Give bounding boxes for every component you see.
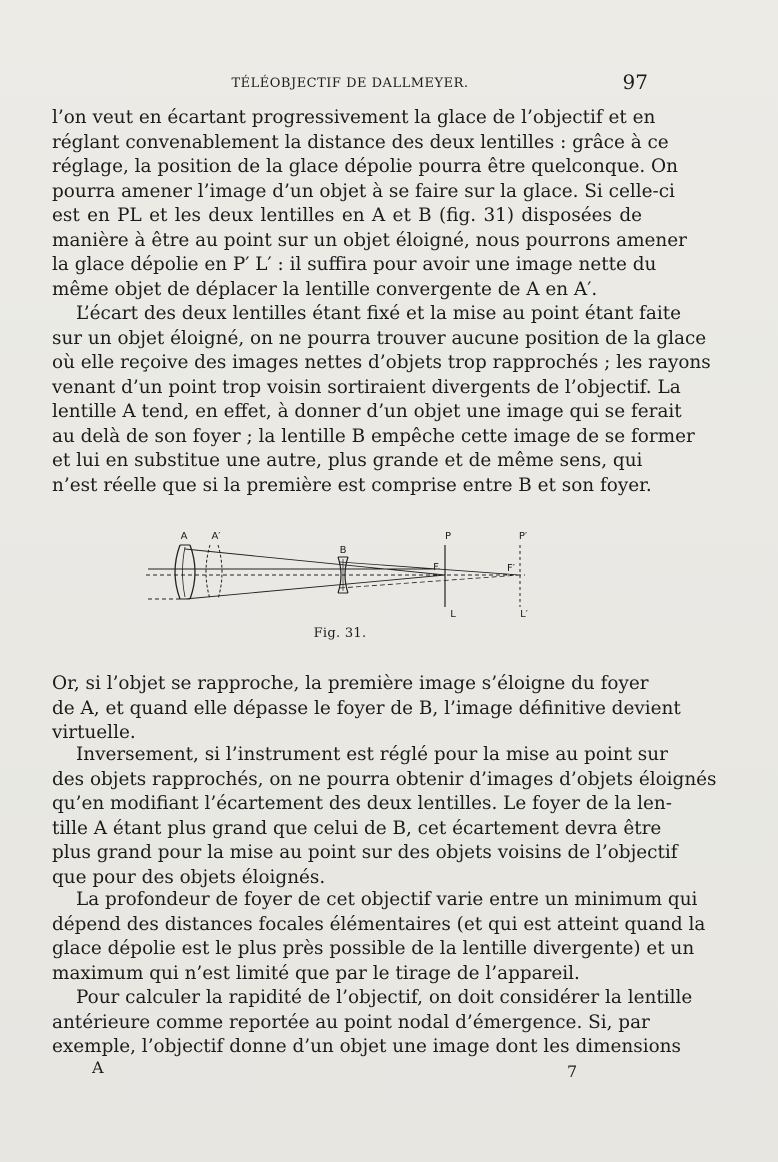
ray-b-lower: [340, 575, 520, 588]
text-line: l’on veut en écartant progressivement la glace de l’objectif et en: [52, 107, 656, 128]
paragraph-3: [52, 672, 681, 746]
text-line: dépend des distances focales élémentaires (et qui est atteint quand la: [52, 913, 706, 935]
text-line: de A, et quand elle dépasse le foyer de B, l’image définitive devient: [52, 697, 681, 719]
text-line: La profondeur de foyer de cet objectif varie entre un minimum qui: [76, 889, 698, 910]
ray-a-to-f-lower: [185, 575, 445, 599]
paragraph-2: [52, 302, 711, 498]
ray-a-to-f: [185, 549, 445, 575]
text-line: qu’en modifiant l’écartement des deux lentilles. Le foyer de la len-: [52, 793, 672, 814]
figure-caption: Fig. 31.: [313, 626, 367, 641]
page-number: 97: [622, 70, 648, 94]
paragraph-4: [52, 743, 717, 890]
running-head: [52, 70, 648, 100]
text-line: Or, si l’objet se rapproche, la première image s’éloigne du foyer: [52, 673, 649, 694]
text-line: des objets rapprochés, on ne pourra obtenir d’images d’objets éloignés: [52, 768, 717, 790]
label-b: B: [339, 545, 347, 556]
signature-number: 7: [567, 1062, 578, 1081]
text-line: exemple, l’objectif donne d’un objet une image dont les dimensions: [52, 1036, 681, 1057]
label-l-prime: L′: [520, 609, 528, 620]
text-line: lentille A tend, en effet, à donner d’un objet une image qui se ferait: [52, 401, 682, 422]
text-line: sur un objet éloigné, on ne pourra trouver aucune position de la glace: [52, 327, 707, 349]
lens-b: [338, 557, 348, 593]
text-line: pourra amener l’image d’un objet à se faire sur la glace. Si celle-ci: [52, 180, 675, 202]
text-line: antérieure comme reportée au point nodal d’émergence. Si, par: [52, 1011, 650, 1033]
text-line: manière à être au point sur un objet éloigné, nous pourrons amener: [52, 229, 687, 251]
paragraph-1: [52, 106, 687, 302]
text-line: et lui en substitue une autre, plus grande et de même sens, qui: [52, 450, 643, 471]
text-line: virtuelle.: [52, 722, 136, 743]
label-p: P: [444, 531, 452, 542]
text-line: même objet de déplacer la lentille convergente de A en A′.: [52, 278, 598, 300]
text-line: la glace dépolie en P′ L′ : il suffira pour avoir une image nette du: [52, 254, 657, 275]
signature-mark: A: [92, 1058, 104, 1077]
text-line: n’est réelle que si la première est comprise entre B et son foyer.: [52, 474, 652, 496]
text-line: réglant convenablement la distance des deux lentilles : grâce à ce: [52, 131, 669, 153]
text-line: tille A étant plus grand que celui de B, cet écartement devra être: [52, 817, 662, 839]
figure-31: [140, 525, 540, 625]
text-line: réglage, la position de la glace dépolie pourra être quelconque. On: [52, 156, 678, 177]
text-line: est en PL et les deux lentilles en A et B (fig. 31) disposées de: [52, 205, 642, 226]
lens-diagram: [140, 525, 540, 625]
paragraph-6: [52, 986, 693, 1060]
text-line: plus grand pour la mise au point sur des objets voisins de l’objectif: [52, 842, 678, 863]
label-f-prime: F′: [506, 563, 516, 574]
lens-a: [175, 545, 195, 599]
label-a-prime: A′: [211, 531, 221, 542]
label-f: F: [433, 562, 439, 573]
text-line: Pour calculer la rapidité de l’objectif, on doit considérer la lentille: [76, 987, 693, 1008]
text-line: maximum qui n’est limité que par le tirage de l’appareil.: [52, 962, 580, 984]
paragraph-5: [52, 888, 706, 986]
text-line: glace dépolie est le plus près possible de la lentille divergente) et un: [52, 938, 695, 959]
text-line: Inversement, si l’instrument est réglé pour la mise au point sur: [76, 744, 668, 765]
label-a: A: [180, 531, 188, 542]
text-line: au delà de son foyer ; la lentille B empêche cette image de se former: [52, 425, 695, 447]
label-l: L: [450, 609, 456, 620]
text-line: que pour des objets éloignés.: [52, 866, 326, 888]
label-p-prime: P′: [518, 531, 528, 542]
lens-a-prime: [206, 545, 222, 599]
text-line: où elle reçoive des images nettes d’objets trop rapprochés ; les rayons: [52, 352, 711, 373]
text-line: venant d’un point trop voisin sortiraient divergents de l’objectif. La: [52, 376, 681, 398]
text-line: L’écart des deux lentilles étant fixé et la mise au point étant faite: [76, 303, 681, 324]
running-title: TÉLÉOBJECTIF DE DALLMEYER.: [231, 76, 469, 91]
